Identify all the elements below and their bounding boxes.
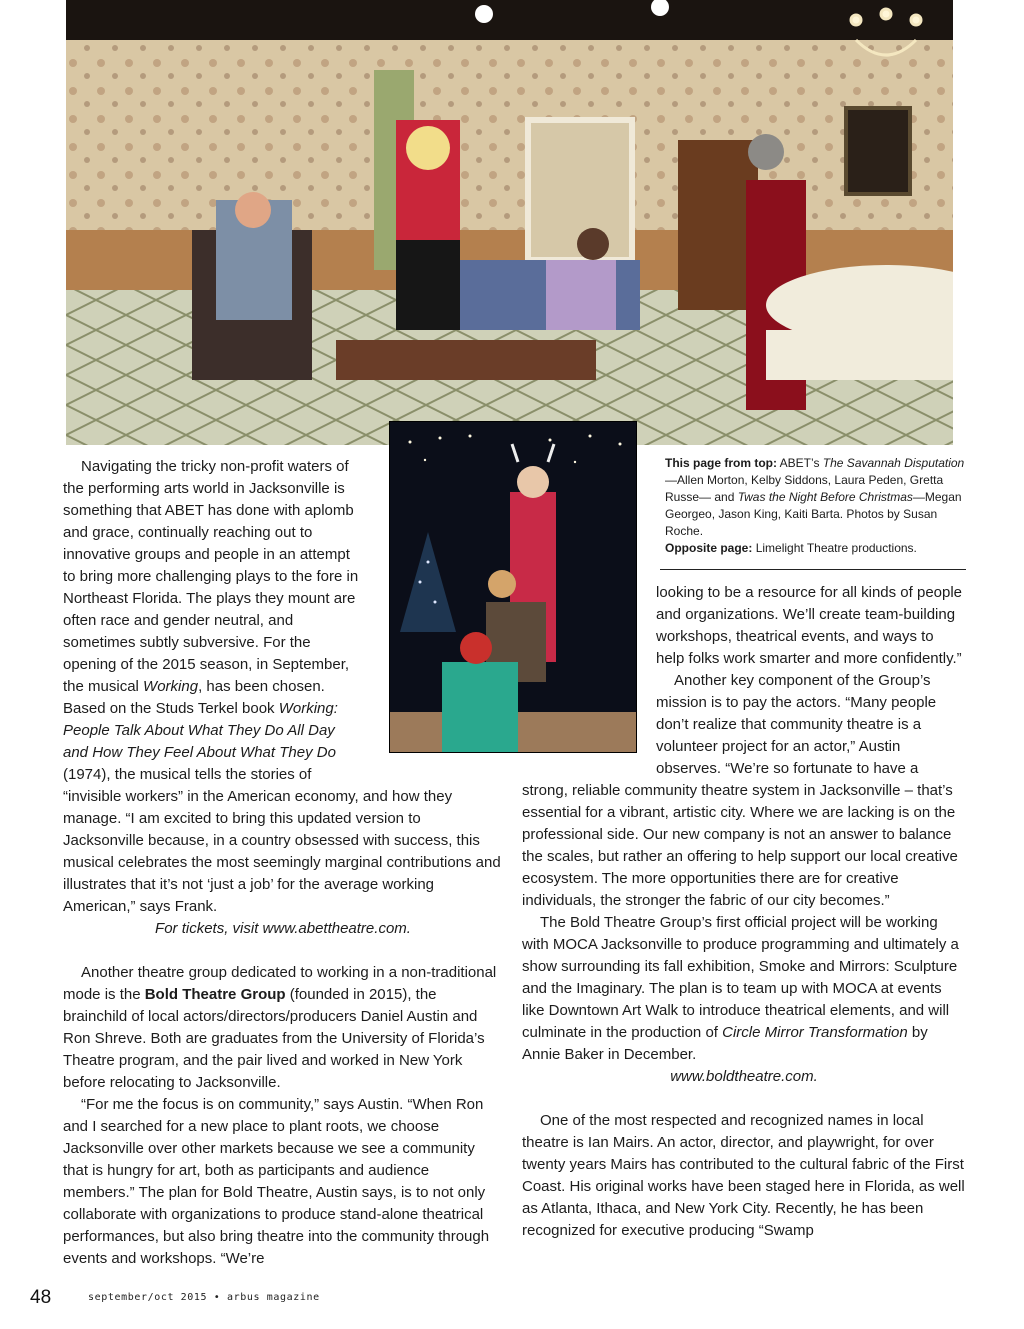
left-column [63, 456, 503, 1270]
moca-play-title: Circle Mirror Transformation [722, 1024, 908, 1041]
caption-line2-title: Twas the Night Before Christmas [737, 490, 913, 504]
caption-divider [660, 569, 966, 570]
paragraph-spacer-right [522, 1088, 966, 1110]
abet-text-2: , has been chosen. Based on the Studs Terkel book [63, 678, 325, 717]
photo-caption [665, 455, 965, 557]
issue-line: september/oct 2015 • arbus magazine [88, 1292, 320, 1303]
photo-wrap-spacer-right [522, 582, 656, 780]
abet-text-3: (1974), the musical tells the stories of “invisible workers” in the American economy, and how they manage. “I am excited to bring this updated version to Jacksonville because, in a country obsessed with success, this musical celebrates the most seemingly marginal contributions and illustrates that it’s not ‘just a job’ for the average working American,” says Frank. [63, 766, 501, 915]
caption-line2-post: —Megan Georgeo, Jason King, Kaiti Barta. Photos by Susan Roche. [665, 490, 962, 538]
page-number: 48 [30, 1287, 52, 1308]
top-stage-photo [66, 0, 953, 445]
caption-heading-top: This page from top: [665, 456, 777, 470]
resource-paragraph: looking to be a resource for all kinds of people and organizations. We’ll create team-building workshops, theatrical events, and ways to help folks work smarter and more confidently.” [656, 584, 963, 667]
abet-tickets-link[interactable]: For tickets, visit www.abettheatre.com. [155, 920, 411, 937]
right-column [522, 582, 966, 1242]
moca-text-2: by Annie Baker in December. [522, 1024, 928, 1063]
ian-mairs-paragraph: One of the most respected and recognized names in local theatre is Ian Mairs. An actor, director, and playwright, for over twenty years Mairs has contributed to the cultural fabric of the First Coast. His original works have been staged here in Florida, as well as Atlanta, Ithaca, and New York City. Recently, he has been recognized for executive producing “Swamp [522, 1112, 965, 1239]
abet-working-title: Working [143, 678, 199, 695]
caption-heading-opposite: Opposite page: [665, 541, 753, 555]
caption-line1-post: —Allen Morton, Kelby Siddons, Laura Peden, Gretta Russe— and [665, 473, 944, 504]
moca-paragraph [522, 912, 966, 1066]
abet-book-title: Working: People Talk About What They Do All Day and How They Feel About What They Do [63, 700, 338, 761]
bold-text-2: (founded in 2015), the brainchild of local actors/directors/producers Daniel Austin and Ron Shreve. Both are graduates from the University of Florida’s Theatre program, and the pair lived and worked in New York before relocating to Jacksonville. [63, 986, 485, 1091]
stage-living-room-photo-icon [66, 0, 953, 445]
caption-opposite-text: Limelight Theatre productions. [755, 541, 917, 555]
caption-line1-title: The Savannah Disputation [822, 456, 965, 470]
bold-theatre-link[interactable]: www.boldtheatre.com. [670, 1068, 818, 1085]
bold-theatre-paragraph [63, 962, 503, 1094]
pay-actors-paragraph: Another key component of the Group’s mission is to pay the actors. “Many people don’t realize that community theatre is a volunteer project for an actor,” Austin observes. “We’re so fortunate to have a strong, reliable community theatre system in Jacksonville – that’s essential for a vibrant, artistic city. Where we are lacking is on the professional side. Our new company is not an answer to balance the scales, but rather an offering to help support our local creative ecosystem. The more opportunities there are for creative individuals, the stronger the fabric of our city becomes.” [522, 672, 958, 909]
community-paragraph: “For me the focus is on community,” says Austin. “When Ron and I searched for a new place to plant roots, we choose Jacksonville over other markets because we see a community that is hungry for art, both as participants and audience members.” The plan for Bold Theatre, Austin says, is to not only collaborate with organizations to produce stand-alone theatrical performances, but also bring theatre into the community through events and workshops. “We’re [63, 1096, 490, 1267]
bold-theatre-name: Bold Theatre Group [144, 986, 286, 1003]
bold-text-1: Another theatre group dedicated to working in a non-traditional mode is the [63, 964, 497, 1003]
moca-text-1: The Bold Theatre Group’s first official project will be working with MOCA Jacksonville to produce programming and ultimately a show surrounding its fall exhibition, Smoke and Mirrors: Sculpture and the Imaginary. The plan is to team up with MOCA at events like Downtown Art Walk to introduce theatrical elements, and will culminate in the production of [522, 914, 959, 1041]
photo-wrap-spacer [363, 456, 503, 782]
caption-line1-pre: ABET’s [779, 456, 823, 470]
abet-text-1: Navigating the tricky non-profit waters of the performing arts world in Jacksonville is something that ABET has done with aplomb and grace, continually reaching out to innovative groups and people in an attempt to bring more challenging plays to the fore in Northeast Florida. The plays they mount are often race and gender neutral, and sometimes subtly subversive. For the opening of the 2015 season, in September, the musical [63, 458, 359, 695]
paragraph-spacer [63, 940, 503, 962]
